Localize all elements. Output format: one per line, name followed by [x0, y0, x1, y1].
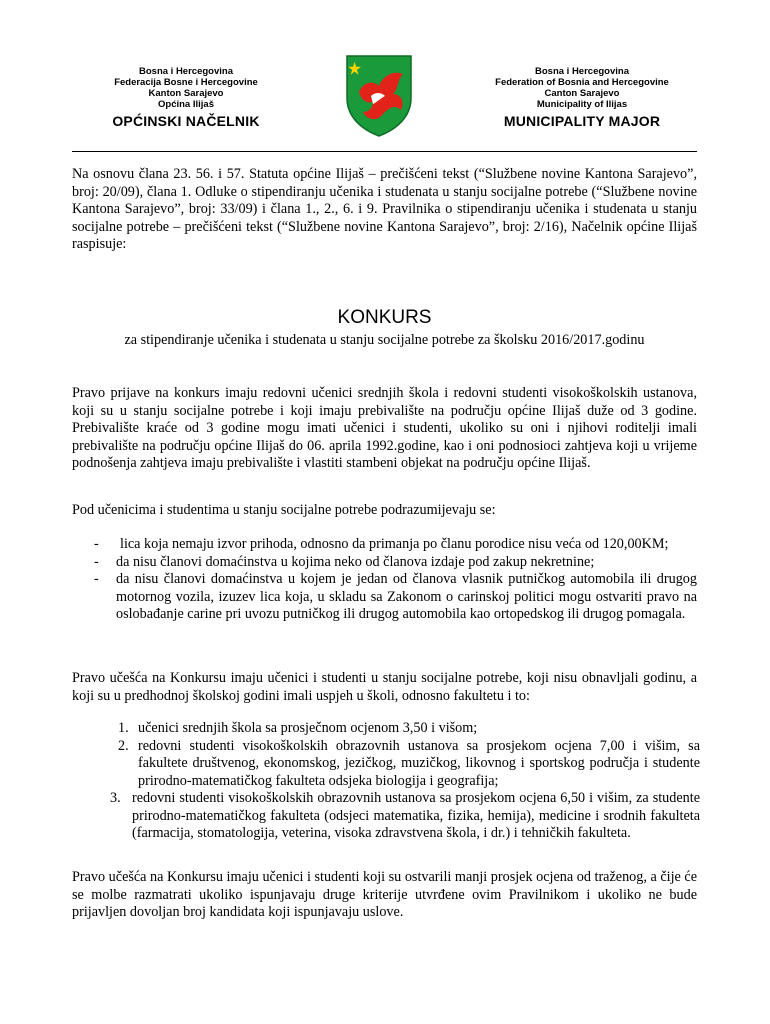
list-marker: 2. [118, 737, 129, 754]
list-item-text: redovni studenti visokoškolskih obrazovnih ustanova sa prosjekom ocjena 7,00 i višim, sa fakultete društvenog, ekonomskog, jezičkog, muzičkog, likovnog i sportskog područja i studente prirodno-matematičkog fakulteta odsjeka biologija i geografija; [138, 737, 700, 789]
list-item [72, 571, 697, 624]
header-right-line: Municipality of Ilijas [536, 99, 628, 110]
header-left-line: Kanton Sarajevo [148, 88, 224, 99]
document-subtitle: za stipendiranje učenika i studenata u stanju socijalne potrebe za školsku 2016/2017.godinu [124, 332, 645, 348]
list-item-text: učenici srednjih škola sa prosječnom ocjenom 3,50 i višom; [138, 720, 478, 736]
list-item-text: lica koja nemaju izvor prihoda, odnosno da primanja po članu porodice nisu veća od 120,00KM; [120, 536, 669, 552]
header-left [86, 66, 286, 127]
list-item-text: da nisu članovi domaćinstva u kojima neko od članova izdaje pod zakup nekretnine; [116, 553, 595, 570]
grade-criteria-list [108, 720, 700, 843]
header-left-line: Općina Ilijaš [158, 99, 214, 110]
list-marker: 3. [110, 790, 121, 806]
header-left-line: Federacija Bosne i Hercegovine [114, 77, 258, 88]
list-item-text: redovni studenti visokoškolskih obrazovnih ustanova sa prosjekom ocjena 6,50 i višim, za studente prirodno-matematičkog fakulteta (odsjeci matematika, fizika, hemija), medicine i srodnih fakulteta (farmacija, stomatologija, veterina, visoka zdravstvena škola, i dr.) i tehničkih fakulteta. [132, 790, 700, 841]
participation-paragraph: Pravo učešća na Konkursu imaju učenici i studenti u stanju socijalne potrebe, koji nisu obnavljali godinu, a koji su u predhodnoj školskoj godini imali uspjeh u školi, odnosno fakultetu i to: [72, 670, 697, 704]
social-need-list [72, 536, 697, 624]
eligibility-paragraph: Pravo prijave na konkurs imaju redovni učenici srednjih škola i redovni studenti visokoškolskih ustanova, koji su u stanju socijalne potrebe i koji imaju prebivalište na području općine Ilijaš duže od 3 godine. Prebivalište kraće od 3 godine mogu imati učenici i studenti, ukoliko su oni i njihovi roditelji imali prebivalište na području općine Ilijaš do 06. aprila 1992.godine, kao i oni podnosioci zahtjeva koji u vrijeme podnošenja zahtjeva imaju prebivalište i vlastiti stambeni objekat na području općine Ilijaš. [72, 385, 697, 471]
list-marker: - [94, 571, 99, 587]
list-marker: - [94, 536, 99, 552]
header-right-title: MUNICIPALITY MAJOR [503, 113, 661, 129]
list-item [108, 790, 700, 843]
list-item [72, 554, 697, 572]
lower-average-paragraph: Pravo učešća na Konkursu imaju učenici i studenti koji su ostvarili manji prosjek ocjena od traženog, a čije će se molbe razmatrati ukoliko ispunjavaju druge kriterije utvrđene ovim Pravilnikom i ukoliko ne bude prijavljen dovoljan broj kandidata koji ispunjavaju uslove. [72, 869, 697, 920]
header-right-line: Canton Sarajevo [544, 88, 620, 99]
municipality-coat-of-arms-icon [343, 52, 415, 138]
intro-paragraph: Na osnovu člana 23. 56. i 57. Statuta općine Ilijaš – prečišćeni tekst (“Službene novine Kantona Sarajevo”, broj: 20/09), člana 1. Odluke o stipendiranju učenika i studenata u stanju socijalne potrebe (“Službene novine Kantona Sarajevo”, broj: 33/09) i člana 1., 2., 6. i 9. Pravilnika o stipendiranju učenika i studenata u stanju socijalne potrebe – prečišćeni tekst (“Službene novine Kantona Sarajevo”, broj: 2/16), Načelnik općine Ilijaš raspisuje: [72, 166, 697, 252]
header-left-title: OPĆINSKI NAČELNIK [112, 113, 260, 129]
header-left-line: Bosna i Hercegovina [139, 66, 233, 77]
header-right [482, 66, 682, 127]
list-marker: - [94, 553, 99, 570]
list-marker: 1. [118, 720, 129, 736]
document-title: KONKURS [337, 307, 432, 328]
list-item-text: da nisu članovi domaćinstva u kojem je jedan od članova vlasnik putničkog automobila ili drugog motornog vozila, izuzev lica koja, u skladu sa Zakonom o carinskoj politici mogu ostvariti pravo na oslobađanje carine pri uvozu putničkog ili drugog automobila kao ortopedskog ili drugog pomagala. [116, 571, 697, 622]
header-right-line: Bosna i Hercegovina [535, 66, 629, 77]
list-item [72, 536, 697, 554]
header-right-line: Federation of Bosnia and Hercegovine [495, 77, 669, 88]
social-need-intro: Pod učenicima i studentima u stanju socijalne potrebe podrazumijevaju se: [72, 502, 496, 518]
header-divider [72, 151, 697, 152]
list-item [108, 738, 700, 791]
list-item [108, 720, 700, 738]
